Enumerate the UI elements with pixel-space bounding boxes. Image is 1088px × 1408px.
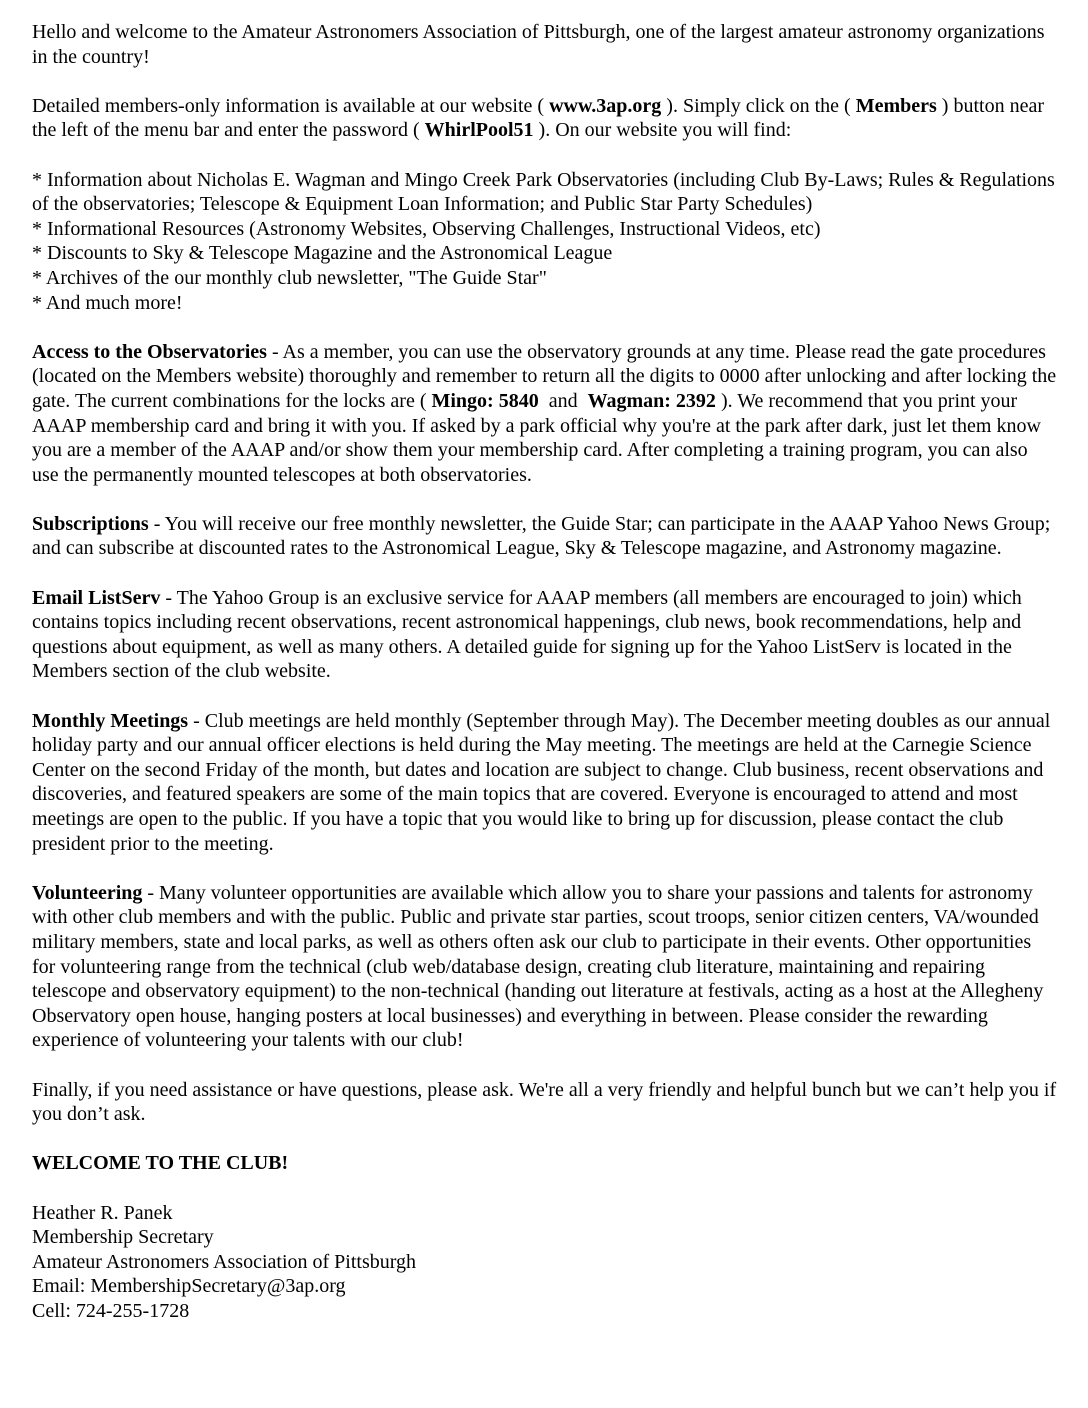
mingo-combination: Mingo: 5840 <box>431 389 539 412</box>
volunteering-heading: Volunteering <box>32 881 143 904</box>
access-text-2: and <box>538 389 588 412</box>
access-text-1: - As a member, you can use the observatory grounds at any time. Please read the gate procedures (located on the Members website) thoroughly and remember to return all the digits to 0000 after unlocking and after locking the gate. The current combinations for the locks are ( <box>32 340 1057 412</box>
access-paragraph <box>32 340 1058 488</box>
website-features-list <box>32 168 1058 316</box>
listserv-body: - The Yahoo Group is an exclusive service for AAAP members (all members are encouraged to join) which contains topics including recent observations, recent astronomical happenings, club news, book recommendations, help and questions about equipment, as well as many others. A detailed guide for signing up for the Yahoo ListServ is located in the Members section of the club website. <box>32 586 1022 683</box>
signature-cell: Cell: 724-255-1728 <box>32 1299 190 1322</box>
volunteering-paragraph <box>32 881 1058 1053</box>
wagman-combination: Wagman: 2392 <box>587 389 716 412</box>
subscriptions-body: - You will receive our free monthly newsletter, the Guide Star; can participate in the AAAP Yahoo News Group; and can subscribe at discounted rates to the Astronomical League, Sky & Telescope magazine, and Astronomy magazine. <box>32 512 1051 560</box>
members-button-name: Members <box>855 94 937 117</box>
website-text-4: ). On our website you will find: <box>533 119 792 142</box>
password-text: WhirlPool51 <box>424 119 534 142</box>
list-item: * Discounts to Sky & Telescope Magazine and the Astronomical League <box>32 242 613 265</box>
website-text-3: ) button near the left of the menu bar and enter the password ( <box>32 94 1044 142</box>
signature-organization: Amateur Astronomers Association of Pittsburgh <box>32 1250 417 1273</box>
welcome-heading: WELCOME TO THE CLUB! <box>32 1152 289 1175</box>
access-heading: Access to the Observatories <box>32 340 267 363</box>
listserv-heading: Email ListServ <box>32 586 161 609</box>
closing-paragraph: Finally, if you need assistance or have questions, please ask. We're all a very friendly and helpful bunch but we can’t help you if you don’t ask. <box>32 1078 1057 1126</box>
subscriptions-paragraph <box>32 512 1058 561</box>
listserv-paragraph <box>32 586 1058 684</box>
subscriptions-heading: Subscriptions <box>32 512 149 535</box>
meetings-body: - Club meetings are held monthly (September through May). The December meeting doubles as our annual holiday party and our annual officer elections is held during the May meeting. The meetings are held at the Carnegie Science Center on the second Friday of the month, but dates and location are subject to change. Club business, recent observations and discoveries, and featured speakers are some of the main topics that are covered. Everyone is encouraged to attend and most meetings are open to the public. If you have a topic that you would like to bring up for discussion, please contact the club president prior to the meeting. <box>32 709 1051 855</box>
website-paragraph <box>32 94 1058 143</box>
list-item: * Archives of the our monthly club newsletter, "The Guide Star" <box>32 266 547 289</box>
list-item: * And much more! <box>32 291 183 314</box>
website-text-1: Detailed members-only information is available at our website ( <box>32 94 550 117</box>
website-url: www.3ap.org <box>549 94 662 117</box>
intro-paragraph: Hello and welcome to the Amateur Astronomers Association of Pittsburgh, one of the largest amateur astronomy organizations in the country! <box>32 21 1045 68</box>
list-item: * Informational Resources (Astronomy Websites, Observing Challenges, Instructional Videos, etc) <box>32 217 821 240</box>
meetings-heading: Monthly Meetings <box>32 709 189 732</box>
list-item: * Information about Nicholas E. Wagman and Mingo Creek Park Observatories (including Club By-Laws; Rules & Regulations of the observatories; Telescope & Equipment Loan Information; and Public Star Party Schedules) <box>32 168 1055 216</box>
volunteering-body: - Many volunteer opportunities are available which allow you to share your passions and talents for astronomy with other club members and with the public. Public and private star parties, scout troops, senior citizen centers, VA/wounded military members, state and local parks, as well as others often ask our club to participate in their events. Other opportunities for volunteering range from the technical (club web/database design, creating club literature, maintaining and repairing telescope and observatory equipment) to the non-technical (handing out literature at festivals, acting as a host at the Allegheny Observatory open house, hanging posters at local businesses) and everything in between. Please consider the rewarding experience of volunteering your talents with our club! <box>32 881 1044 1052</box>
website-text-2: ). Simply click on the ( <box>661 94 856 117</box>
access-text-3: ). We recommend that you print your AAAP membership card and bring it with you. If asked by a park official why you're at the park after dark, just let them know you are a member of the AAAP and/or show them your membership card. After completing a training program, you can also use the permanently mounted telescopes at both observatories. <box>32 389 1041 486</box>
signature-email: Email: MembershipSecretary@3ap.org <box>32 1275 346 1298</box>
signature-name: Heather R. Panek <box>32 1201 173 1224</box>
signature-block <box>32 1201 1058 1324</box>
signature-title: Membership Secretary <box>32 1226 214 1249</box>
meetings-paragraph <box>32 709 1058 857</box>
